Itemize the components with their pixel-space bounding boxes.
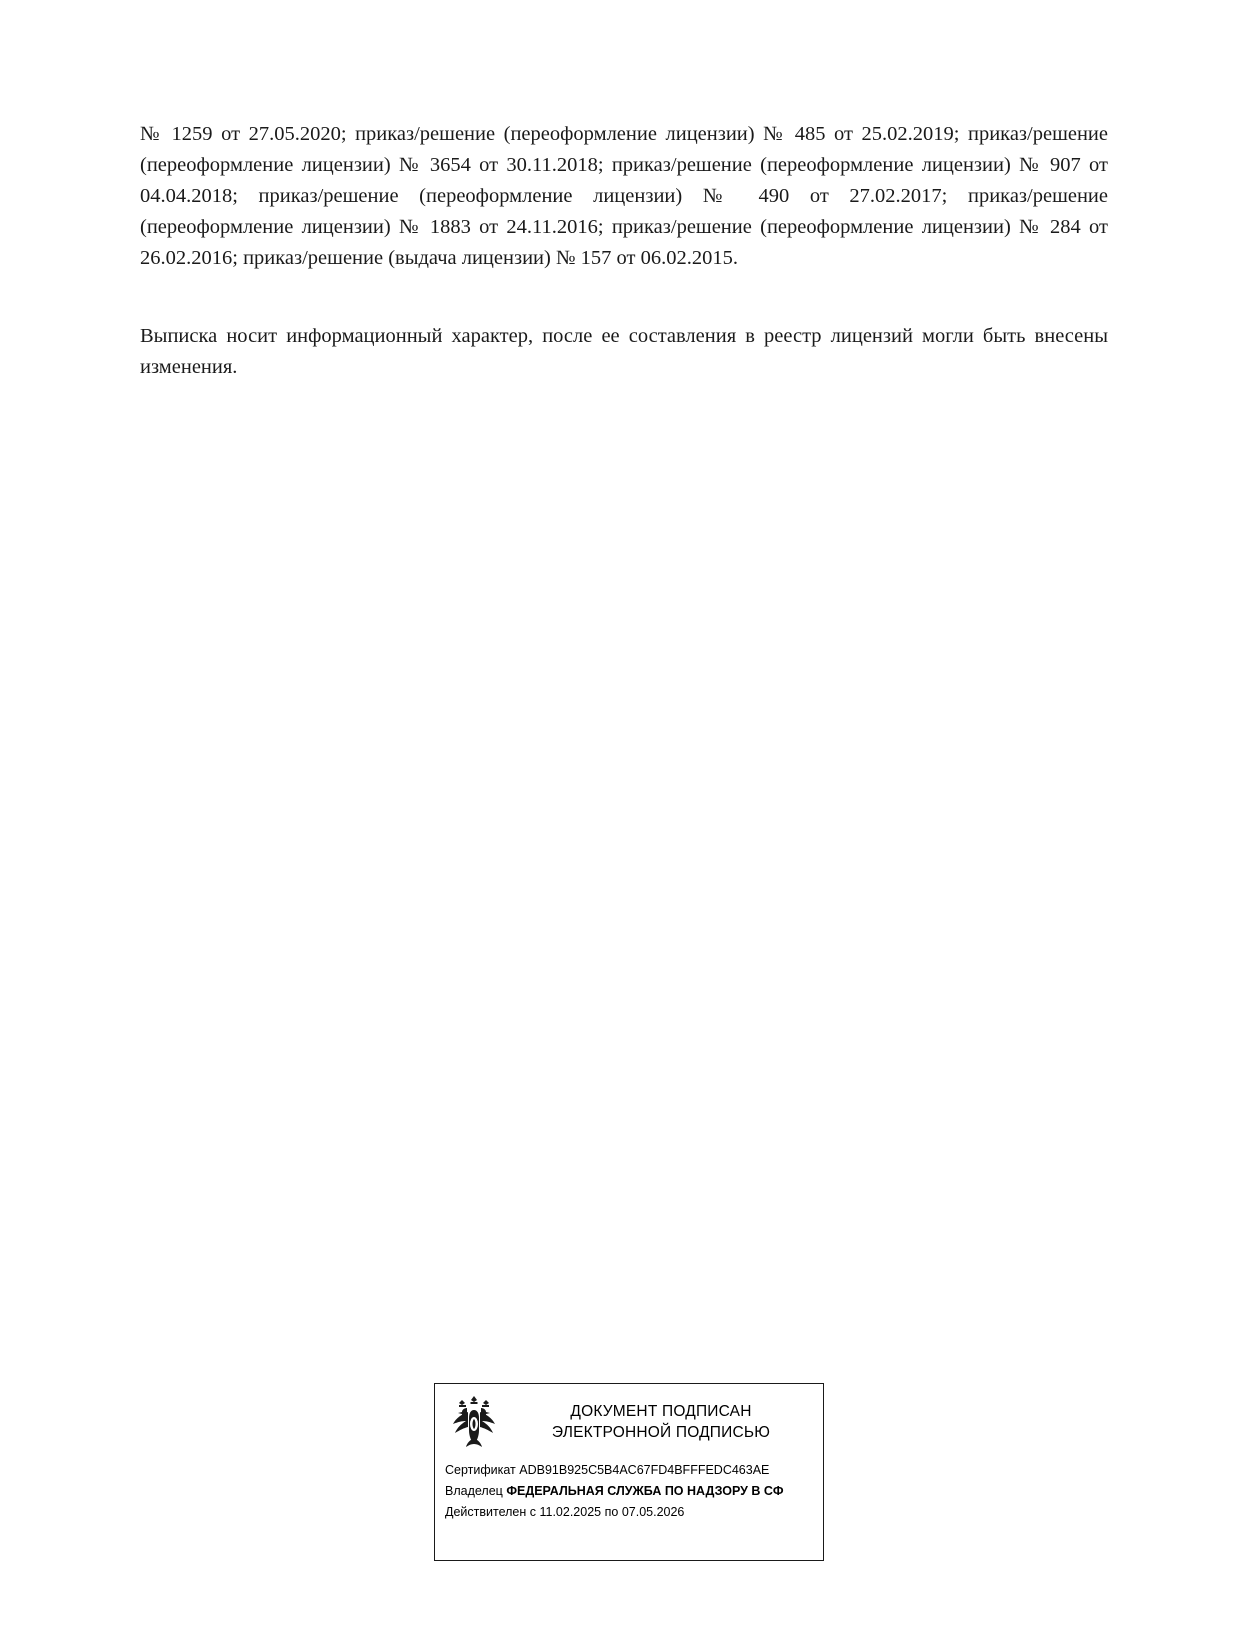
stamp-owner-line (445, 1481, 823, 1502)
stamp-header (435, 1384, 823, 1456)
disclaimer-paragraph: Выписка носит информационный характер, после ее составления в реестр лицензий могли быть внесены изменения. (140, 324, 1108, 378)
stamp-title (505, 1401, 823, 1443)
stamp-validity-line (445, 1502, 823, 1523)
valid-to-label: по (604, 1505, 619, 1519)
stamp-title-line-2: ЭЛЕКТРОННОЙ ПОДПИСЬЮ (551, 1424, 771, 1441)
owner-label: Владелец (445, 1484, 503, 1498)
electronic-signature-stamp (434, 1383, 824, 1561)
double-headed-eagle-emblem-icon (435, 1394, 505, 1450)
valid-label: Действителен с (445, 1505, 536, 1519)
valid-to-value: 07.05.2026 (621, 1505, 685, 1519)
owner-value: ФЕДЕРАЛЬНАЯ СЛУЖБА ПО НАДЗОРУ В СФ (506, 1484, 784, 1498)
valid-from-value: 11.02.2025 (539, 1505, 602, 1519)
certificate-value: ADB91B925C5B4AC67FD4BFFFEDC463AE (519, 1463, 770, 1477)
stamp-certificate-line (445, 1460, 823, 1481)
license-orders-paragraph: № 1259 от 27.05.2020; приказ/решение (переоформление лицензии) № 485 от 25.02.2019; приказ/решение (переоформление лицензии) № 3654 от 30.11.2018; приказ/решение (переоформление лицензии) № 907 от 04.04.2018; приказ/решение (переоформление лицензии) № 490 от 27.02.2017; приказ/решение (переоформление лицензии) № 1883 от 24.11.2016; приказ/решение (переоформление лицензии) № 284 от 26.02.2016; приказ/решение (выдача лицензии) № 157 от 06.02.2015. (140, 122, 1108, 269)
certificate-label: Сертификат (445, 1463, 516, 1477)
stamp-title-line-1: ДОКУМЕНТ ПОДПИСАН (570, 1403, 752, 1420)
stamp-details (435, 1456, 823, 1523)
